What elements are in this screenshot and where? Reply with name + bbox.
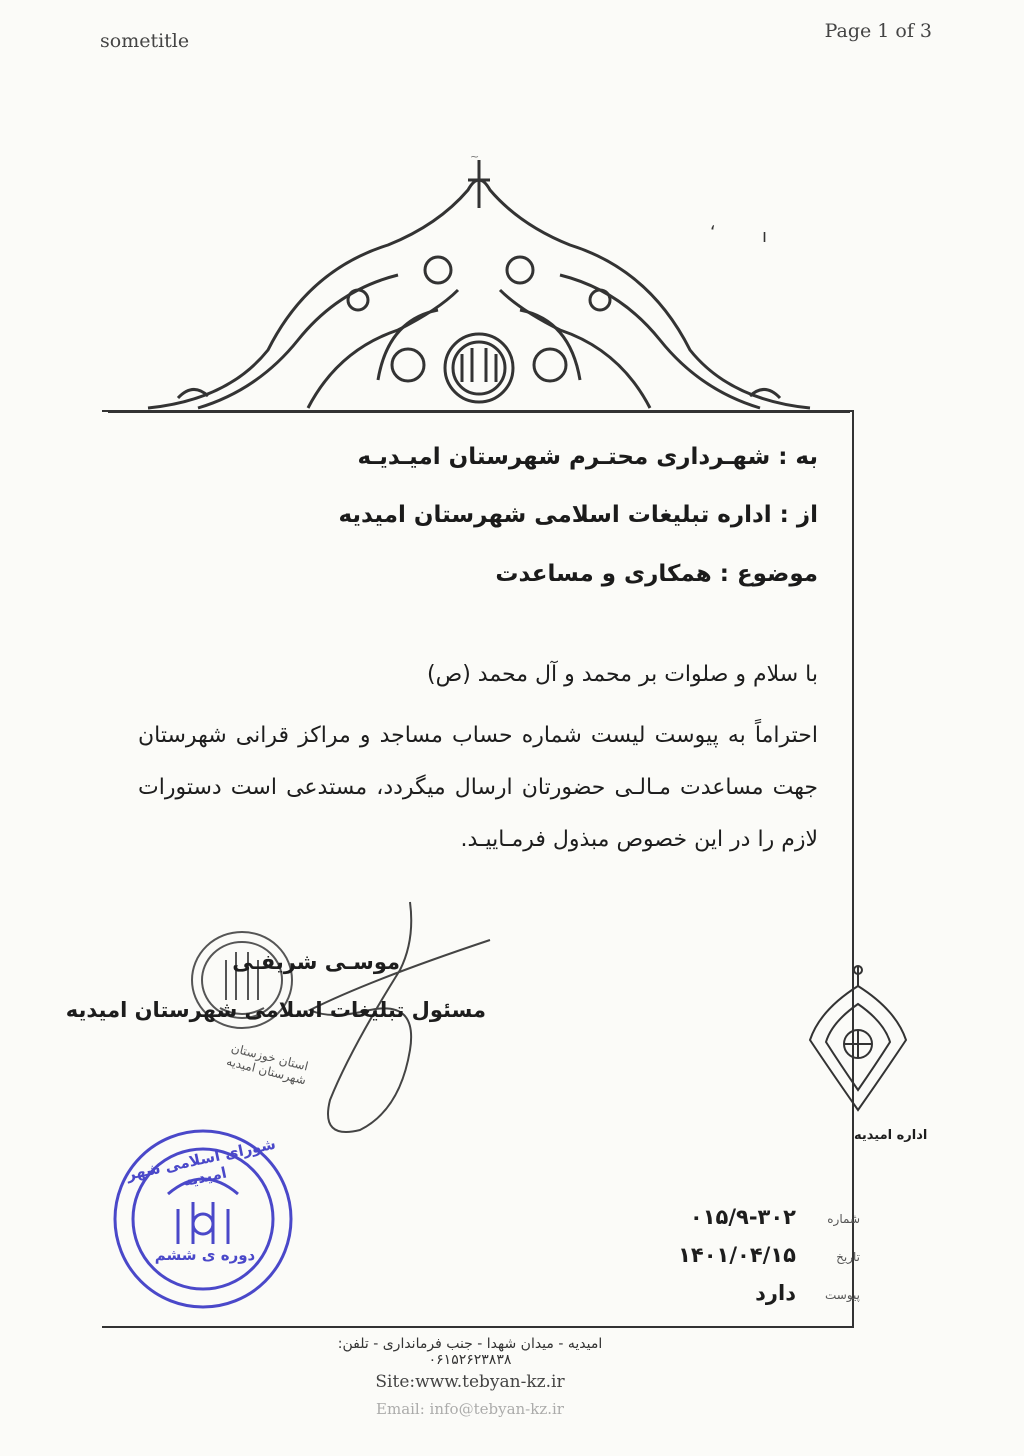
subject-line: موضوع : همکاری و مساعدت — [495, 561, 818, 587]
ornament-header-icon — [108, 150, 850, 418]
scan-mark: ı — [762, 226, 768, 247]
meta-labels — [820, 1212, 860, 1326]
scan-mark: ʻ — [710, 222, 716, 243]
meta-values — [678, 1205, 796, 1319]
meta-label-attachment: پیوست — [825, 1288, 860, 1302]
letter-date: ۱۴۰۱/۰۴/۱۵ — [678, 1243, 796, 1267]
footer-address: امیدیه - میدان شهدا - جنب فرمانداری - تلفن: ۰۶۱۵۲۶۲۳۸۳۸ — [337, 1336, 603, 1368]
header-page-number: Page 1 of 3 — [824, 20, 932, 42]
letter-number: ۰۱۵/۹-۳۰۲ — [689, 1205, 796, 1229]
side-ornament-icon — [800, 960, 916, 1114]
signatory-title: مسئول تبلیغات اسلامی شهرستان امیدیه — [65, 998, 486, 1022]
side-label: اداره امیدیه — [854, 1128, 928, 1143]
meta-label-date: تاریخ — [836, 1250, 860, 1264]
meta-label-number: شماره — [827, 1212, 860, 1226]
signatory-name: موسـی شریفـی — [232, 950, 400, 974]
letter-attachment: دارد — [755, 1281, 796, 1305]
office-stamp-text: استان خوزستان شهرستان امیدیه — [225, 1040, 310, 1088]
sender-line: از : اداره تبلیغات اسلامی شهرستان امیدیه — [338, 502, 818, 528]
footer-email: Email: info@tebyan-kz.ir — [376, 1400, 564, 1418]
seal-period-text: دوره ی ششم — [154, 1246, 256, 1264]
recipient-line: به : شهـرداری محتـرم شهرستان امیـدیـه — [357, 444, 818, 470]
greeting-line: با سلام و صلوات بر محمد و آل محمد (ص) — [427, 662, 818, 687]
footer-website: Site:www.tebyan-kz.ir — [375, 1372, 565, 1392]
seal-top-text: شورای اسلامی شهر امیدیه — [124, 1134, 278, 1191]
scan-mark: ~ — [470, 150, 480, 163]
header-title: sometitle — [100, 30, 190, 52]
letter-body: احتراماً به پیوست لیست شماره حساب مساجد و مراکز قرانی شهرستان جهت مساعدت مـالـی حضورتان ارسال میگردد، مستدعی است دستورات لازم را در این خصوص مبذول فرمـاییـد. — [138, 723, 818, 852]
